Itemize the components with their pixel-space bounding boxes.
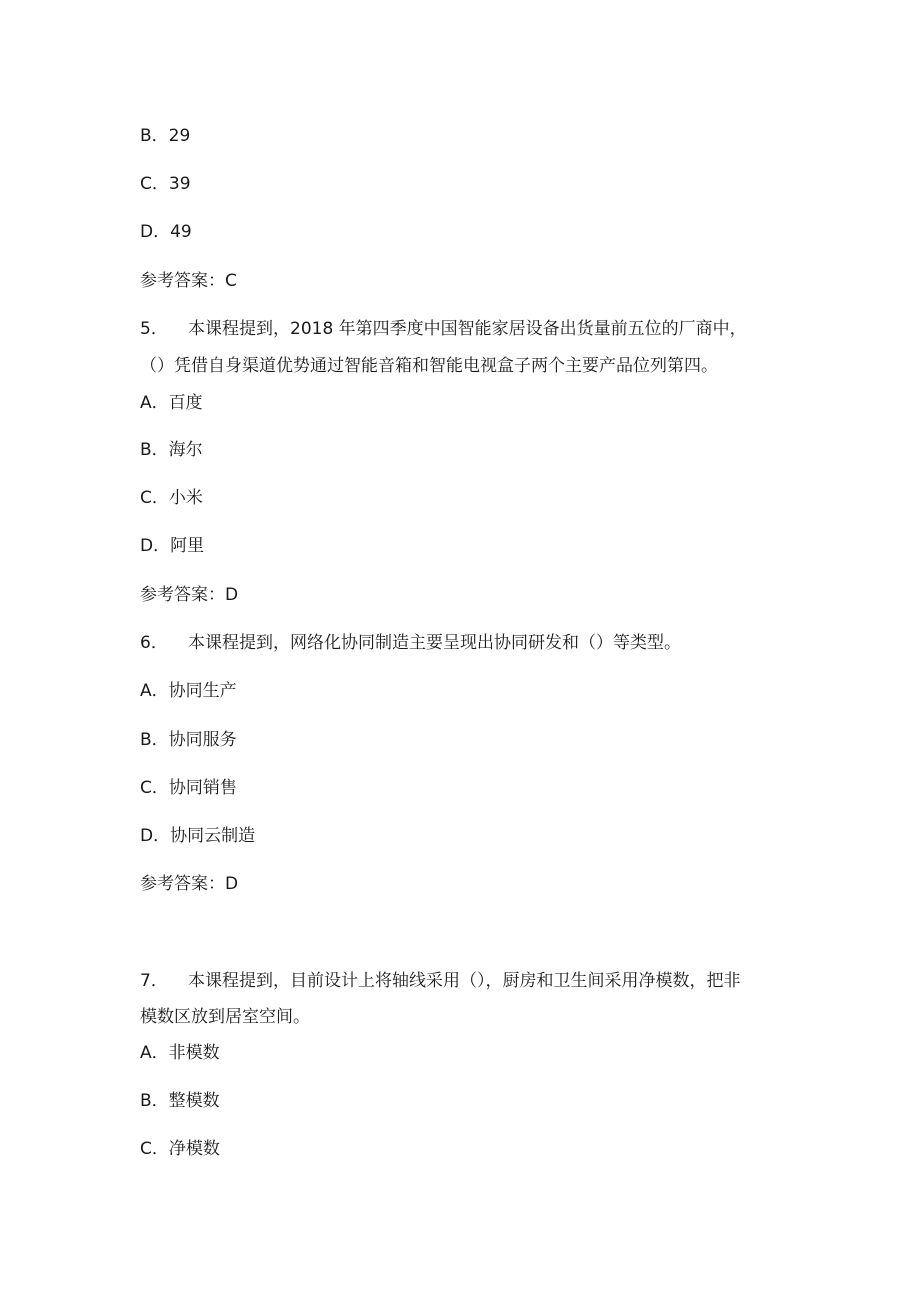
option-text: 整模数 — [168, 1091, 220, 1111]
q5-question-line2: （）凭借自身渠道优势通过智能音箱和智能电视盒子两个主要产品位列第四。 — [140, 356, 718, 376]
option-text: 协同生产 — [168, 681, 237, 701]
question-text: 本课程提到，2018 年第四季度中国智能家居设备出货量前五位的厂商中， — [188, 319, 747, 339]
q4-option-d — [140, 220, 192, 244]
q7-question-line1 — [140, 969, 741, 993]
option-letter: B． — [140, 440, 169, 460]
option-text: 49 — [170, 222, 192, 242]
q6-option-c — [140, 776, 237, 800]
option-letter: C． — [140, 778, 169, 798]
q6-option-a — [140, 679, 237, 703]
q4-option-b — [140, 124, 190, 148]
option-text: 阿里 — [170, 536, 205, 556]
q5-answer: 参考答案：D — [140, 585, 239, 605]
q7-question-line2: 模数区放到居室空间。 — [140, 1007, 310, 1027]
option-text: 海尔 — [168, 440, 203, 460]
q7-option-c — [140, 1137, 220, 1161]
option-letter: D． — [140, 536, 171, 556]
option-letter: A． — [140, 681, 169, 701]
question-text: 本课程提到，网络化协同制造主要呈现出协同研发和（）等类型。 — [188, 633, 681, 653]
option-letter: C． — [140, 488, 169, 508]
question-number: 5． — [140, 319, 168, 339]
option-text: 非模数 — [168, 1043, 220, 1063]
q4-answer: 参考答案：C — [140, 271, 237, 291]
option-letter: B． — [140, 1091, 169, 1111]
q6-option-b — [140, 728, 237, 752]
question-text: 本课程提到，目前设计上将轴线采用（），厨房和卫生间采用净模数，把非 — [188, 971, 741, 991]
q7-option-a — [140, 1041, 220, 1065]
q6-answer: 参考答案：D — [140, 874, 239, 894]
option-text: 协同销售 — [168, 778, 237, 798]
option-text: 39 — [168, 174, 191, 194]
option-text: 协同服务 — [168, 730, 237, 750]
q5-question-line1 — [140, 317, 747, 341]
option-letter: C． — [140, 1139, 169, 1159]
option-letter: A． — [140, 393, 169, 413]
option-text: 净模数 — [168, 1139, 220, 1159]
q7-option-b — [140, 1089, 220, 1113]
q5-option-a — [140, 391, 203, 415]
option-letter: B． — [140, 126, 169, 146]
q5-option-c — [140, 486, 203, 510]
option-text: 小米 — [168, 488, 203, 508]
option-letter: D． — [140, 222, 171, 242]
q5-option-b — [140, 438, 203, 462]
question-number: 7． — [140, 971, 168, 991]
q4-option-c — [140, 172, 191, 196]
option-letter: A． — [140, 1043, 169, 1063]
q6-option-d — [140, 824, 255, 848]
option-text: 29 — [168, 126, 191, 146]
option-letter: D． — [140, 826, 171, 846]
option-letter: C． — [140, 174, 169, 194]
option-text: 协同云制造 — [170, 826, 256, 846]
q5-option-d — [140, 534, 204, 558]
q6-question-line1 — [140, 631, 681, 655]
option-text: 百度 — [168, 393, 203, 413]
question-number: 6． — [140, 633, 168, 653]
option-letter: B． — [140, 730, 169, 750]
